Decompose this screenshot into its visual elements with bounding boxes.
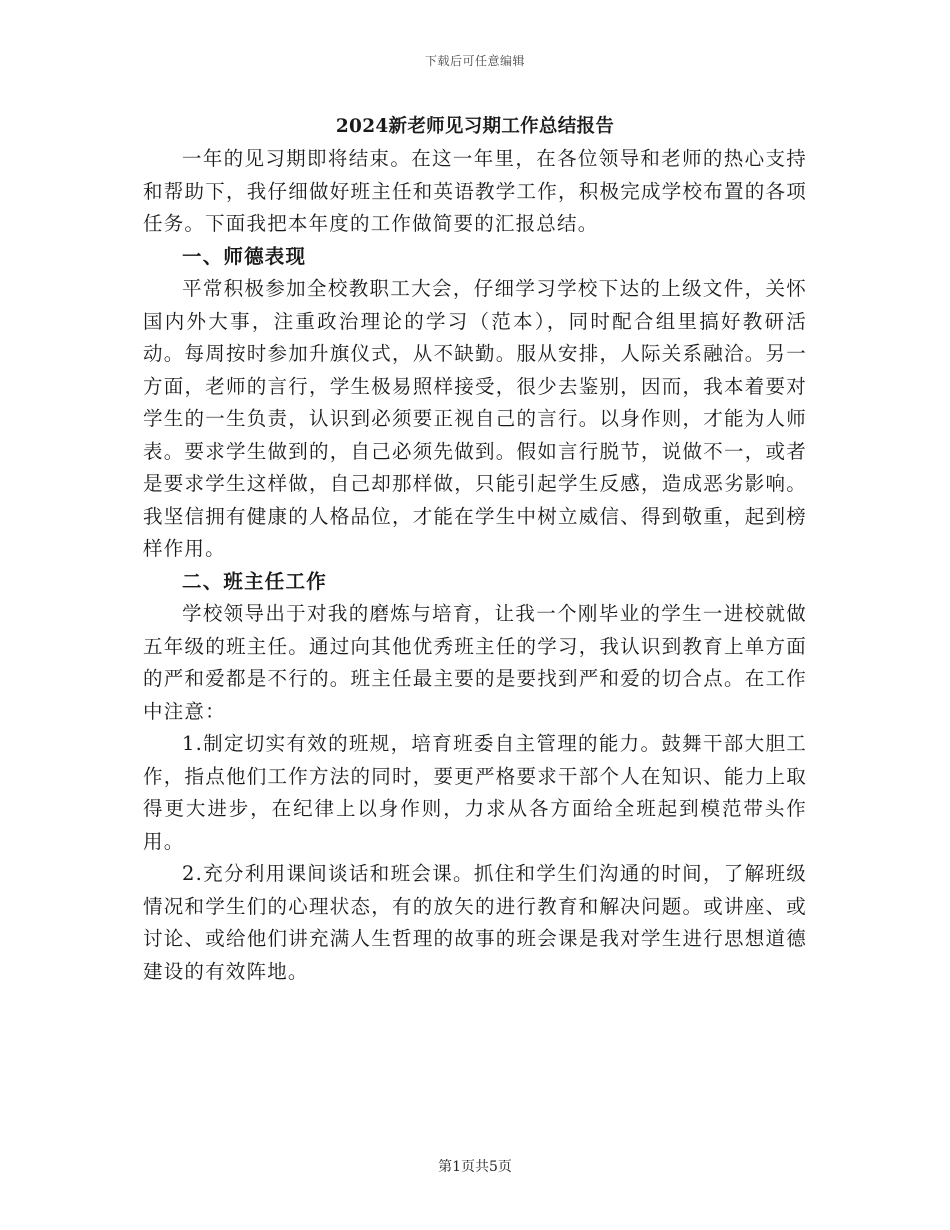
list-item-class-rules: 1.制定切实有效的班规，培育班委自主管理的能力。鼓舞干部大胆工作，指点他们工作方法的同时，要更严格要求干部个人在知识、能力上取得更大进步，在纪律上以身作则，力求从各方面给全班起到模范带头作用。: [143, 732, 807, 853]
section-heading-ethics: 一、师德表现: [182, 244, 307, 268]
document-body: [143, 111, 807, 988]
page-number: 第1页共5页: [438, 1159, 512, 1175]
section-body-class-teacher: 学校领导出于对我的磨炼与培育，让我一个刚毕业的学生一进校就做五年级的班主任。通过向其他优秀班主任的学习，我认识到教育上单方面的严和爱都是不行的。班主任最主要的是要找到严和爱的切合点。在工作中注意：: [143, 602, 807, 723]
document-title: 2024新老师见习期工作总结报告: [335, 116, 615, 137]
page-header-note: 下载后可任意编辑: [424, 54, 525, 68]
section-heading-class-teacher: 二、班主任工作: [182, 569, 327, 593]
section-body-ethics: 平常积极参加全校教职工大会，仔细学习学校下达的上级文件，关怀国内外大事，注重政治理论的学习（范本），同时配合组里搞好教研活动。每周按时参加升旗仪式，从不缺勤。服从安排，人际关系融洽。另一方面，老师的言行，学生极易照样接受，很少去鉴别，因而，我本着要对学生的一生负责，认识到必须要正视自己的言行。以身作则，才能为人师表。要求学生做到的，自己必须先做到。假如言行脱节，说做不一，或者是要求学生这样做，自己却那样做，只能引起学生反感，造成恶劣影响。我坚信拥有健康的人格品位，才能在学生中树立威信、得到敬重，起到榜样作用。: [143, 277, 807, 560]
list-item-class-meetings: 2.充分利用课间谈话和班会课。抓住和学生们沟通的时间，了解班级情况和学生们的心理状态，有的放矢的进行教育和解决问题。或讲座、或讨论、或给他们讲充满人生哲理的故事的班会课是我对学生进行思想道德建设的有效阵地。: [143, 862, 807, 983]
intro-paragraph: 一年的见习期即将结束。在这一年里，在各位领导和老师的热心支持和帮助下，我仔细做好班主任和英语教学工作，积极完成学校布置的各项任务。下面我把本年度的工作做简要的汇报总结。: [143, 147, 807, 235]
